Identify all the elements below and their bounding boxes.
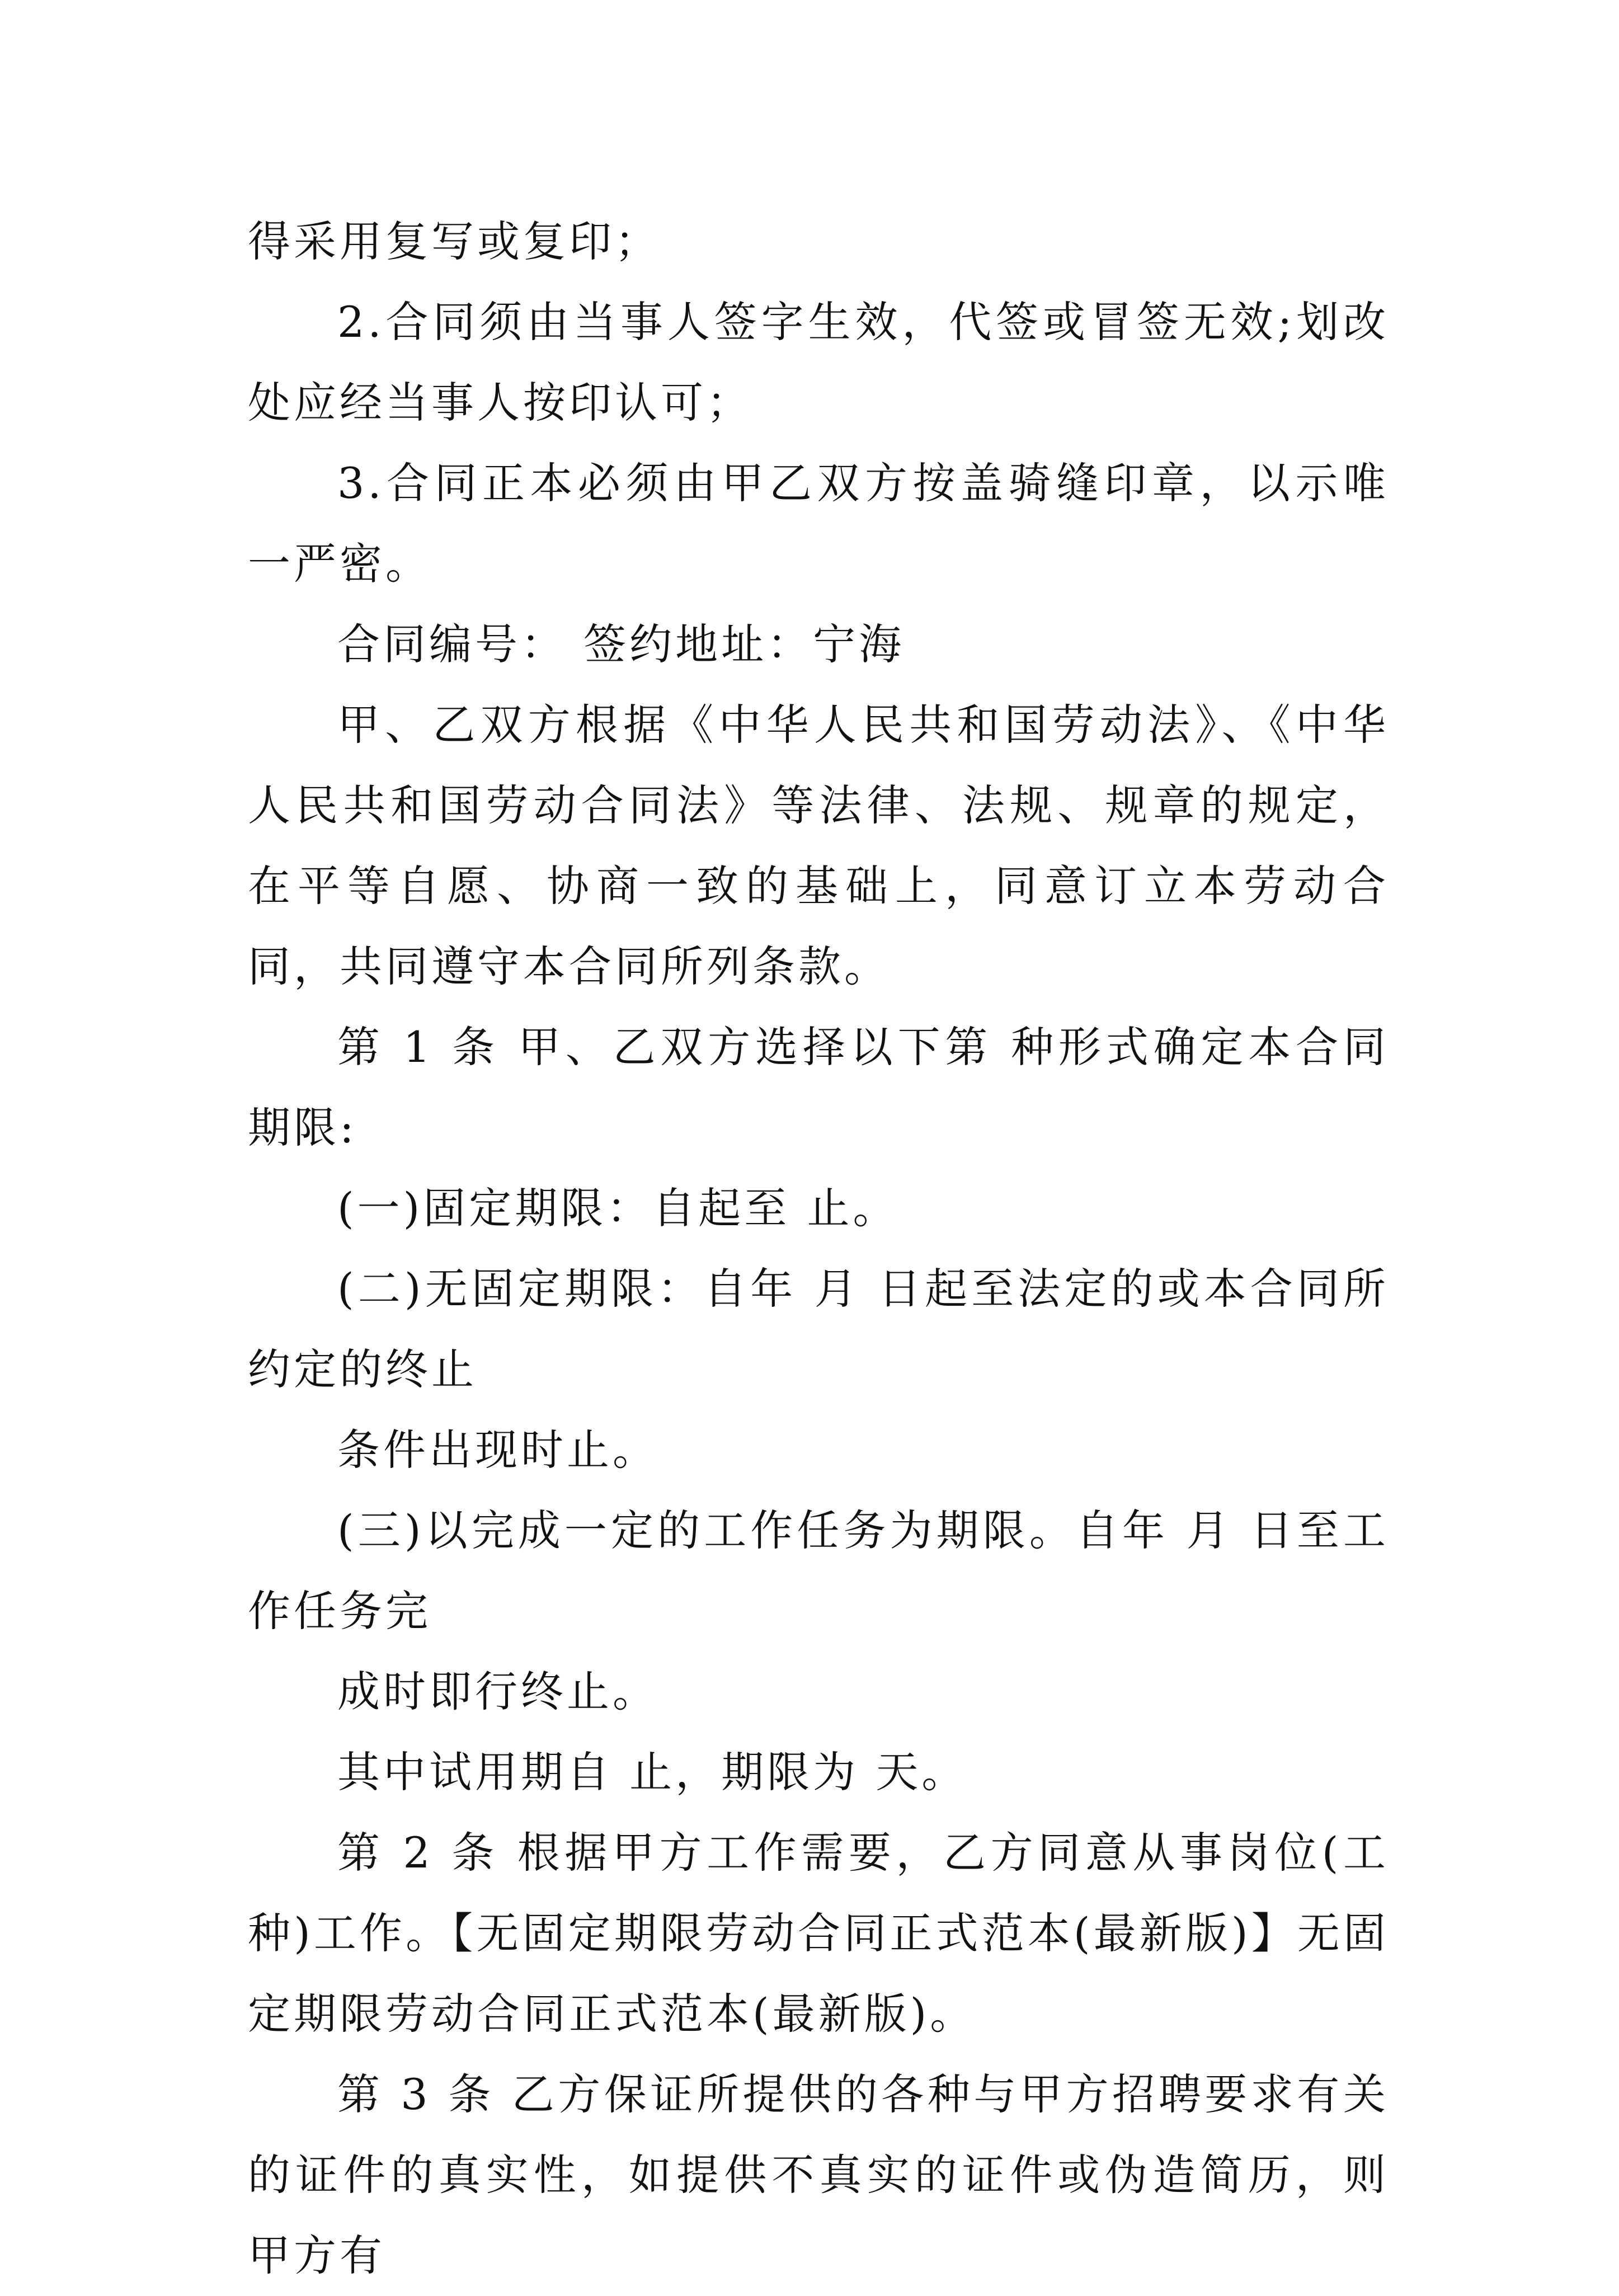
paragraph-item-3: 3.合同正本必须由甲乙双方按盖骑缝印章，以示唯一严密。	[248, 458, 1389, 589]
term-task-based-continuation: 成时即行终止。	[337, 1667, 658, 1716]
article-2: 第 2 条 根据甲方工作需要，乙方同意从事岗位(工种)工作。【无固定期限劳动合同正式范本(最新版)】无固定期限劳动合同正式范本(最新版)。	[248, 1828, 1389, 2039]
article-3: 第 3 条 乙方保证所提供的各种与甲方招聘要求有关的证件的真实性，如提供不真实的证件或伪造简历，则甲方有	[248, 2069, 1389, 2280]
term-task-based: (三)以完成一定的工作任务为期限。自年 月 日至工作任务完	[248, 1505, 1389, 1636]
document-body	[248, 201, 1389, 2296]
article-1: 第 1 条 甲、乙双方选择以下第 种形式确定本合同期限:	[248, 1022, 1389, 1152]
term-open-ended: (二)无固定期限：自年 月 日起至法定的或本合同所约定的终止	[248, 1264, 1389, 1394]
paragraph-continuation: 得采用复写或复印；	[248, 217, 661, 266]
term-open-ended-continuation: 条件出现时止。	[337, 1425, 658, 1475]
term-fixed: (一)固定期限：自起至 止。	[337, 1183, 899, 1233]
paragraph-item-2: 2.合同须由当事人签字生效，代签或冒签无效;划改处应经当事人按印认可；	[248, 297, 1389, 427]
preamble-paragraph: 甲、乙双方根据《中华人民共和国劳动法》、《中华人民共和国劳动合同法》等法律、法规、规章的规定，在平等自愿、协商一致的基础上，同意订立本劳动合同，共同遵守本合同所列条款。	[248, 700, 1389, 991]
probation-period: 其中试用期自 止，期限为 天。	[337, 1747, 968, 1797]
contract-number-line: 合同编号： 签约地址：宁海	[337, 619, 905, 669]
